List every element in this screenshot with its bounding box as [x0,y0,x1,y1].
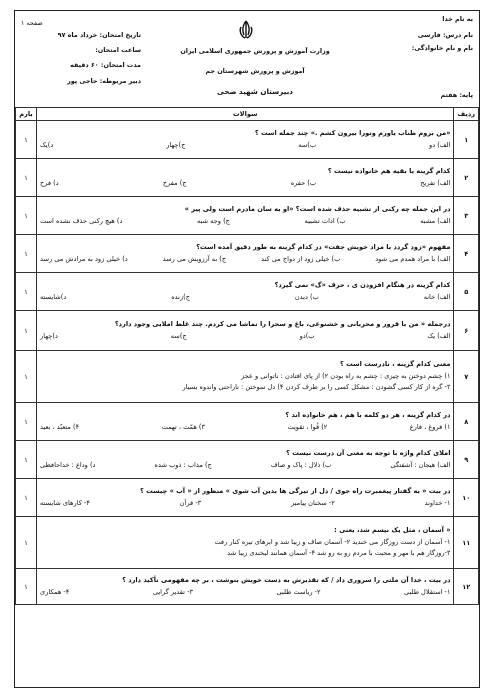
answer-options [40,460,450,472]
answer-options [40,216,450,228]
question-cell [37,441,454,479]
answer-option[interactable]: ۳- قرآن [179,498,202,507]
question-score: ۱ [16,273,37,311]
question-score: ۱ [16,159,37,197]
answer-option[interactable]: ۳) همّت ، تهمت [161,422,206,431]
answer-option[interactable]: الف) هیجان : آشفتگی [390,460,451,469]
question-number: ۵ [454,273,479,311]
question-score: ۱ [16,441,37,479]
questions-table [15,107,479,605]
table-row [16,197,479,235]
answer-option[interactable]: ج)سه [170,331,187,340]
grade-line: پایه: هفتم [440,91,473,99]
question-cell [37,351,454,403]
answer-option[interactable]: د) وداع : خداحافظی [40,460,96,469]
table-row [16,311,479,351]
question-number: ۴ [454,235,479,273]
answer-option[interactable]: الف) مشبه [420,216,451,225]
answer-option[interactable]: ج)زنده [171,292,190,301]
question-score: ۱ [16,569,37,605]
table-row [16,351,479,403]
question-cell [37,403,454,441]
table-header-row [16,108,479,121]
question-text: معنی کدام گزینه ، نادرست است ؟ [340,360,451,369]
answer-option[interactable]: د) خیلی زود به مرادش می رسد [40,254,128,263]
answer-option[interactable]: ج)چهار [166,140,186,149]
question-text: در بیت « به گفتار پیغمبرت راه جوی / دل از تیرگی ها بدین آب شوی » منظور از « آب » چیست ؟ [140,486,451,495]
col-score-header: بارم [16,108,37,121]
question-number: ۲ [454,159,479,197]
answer-option[interactable]: الف) تفریح [420,178,451,187]
question-text: کدام گزینه با بقیه هم خانواده نیست ؟ [327,166,451,175]
question-number: ۱ [454,121,479,159]
answer-options [40,498,450,510]
question-number: ۱۰ [454,479,479,517]
table-row [16,569,479,605]
question-cell [37,273,454,311]
question-cell [37,311,454,351]
answer-option[interactable]: د) فرح [40,178,59,187]
answer-option[interactable]: ب) حفره [290,178,317,187]
answer-option[interactable]: ۴- کارهای شایسته [40,498,90,507]
page-label: صفحه ۱ [21,19,43,27]
table-row [16,479,479,517]
question-score: ۱ [16,517,37,569]
answer-option[interactable]: ۲) قُوا ، تقویت [287,422,328,431]
question-text: در بیت ، خدا آن ملتی را سروری داد / که تقدیرش به دست خویش بنوشت ، بر چه مفهومی تأکید دارد ؟ [122,575,451,584]
answer-option[interactable]: ج) مذاب : ذوب شده [154,460,212,469]
ministry-line: وزارت آموزش و پرورش جمهوری اسلامی ایران [180,47,330,55]
answer-options [40,178,450,190]
exam-duration: مدت امتحان: ۶۰ دقیقه [70,61,141,69]
answer-option[interactable]: ۱) فروغ ، فارغ [409,422,451,431]
answer-option[interactable]: الف) یک [427,331,451,340]
questions-body [16,121,479,605]
question-score: ۱ [16,197,37,235]
answer-option[interactable]: ب) ذلال : پاک و صاف [270,460,332,469]
answer-option[interactable]: ۱- خداوند [424,498,451,507]
district-line: آموزش و پرورش شهرستان جم [205,67,305,75]
answer-option[interactable]: ۴- همکاری [40,587,70,596]
answer-options [40,292,450,304]
question-score: ۱ [16,235,37,273]
exam-frame [14,10,480,688]
answer-option[interactable]: د)شایسته [40,292,67,301]
question-score: ۱ [16,311,37,351]
question-score: ۱ [16,121,37,159]
question-text: املای کدام واژه با توجه به معنی آن درست نیست ؟ [286,448,451,457]
question-text: در این جمله چه رکنی از تشبیه حذف شده است؟ «او به سان مادرم است ولی پیر » [184,204,451,213]
question-cell [37,479,454,517]
table-row [16,441,479,479]
question-number: ۱۲ [454,569,479,605]
question-cell [37,569,454,605]
question-number: ۸ [454,403,479,441]
question-text: در کدام گزینه ، هر دو کلمه با هم ، هم خانواده اند ؟ [285,410,451,419]
iran-emblem-icon [235,19,257,41]
answer-option[interactable]: ب)سه [298,140,317,149]
answer-option[interactable]: ج) مفرح [162,178,187,187]
answer-option[interactable]: ۲- ریاست طلبی [276,587,321,596]
question-text: درجمله « من با قرور و محربانی و خشنوعی، باغ و سحرا را تماشا می کردم. چند غلط املایی وجود دارد؟ [114,319,451,328]
exam-date: تاریخ امتحان: خرداد ماه ۹۷ [57,31,141,39]
answer-option[interactable]: ب)دو [299,331,315,340]
answer-option[interactable]: ۴) متعبّد ، بعید [40,422,80,431]
question-score: ۱ [16,351,37,403]
answer-options [40,422,450,434]
answer-options [40,331,450,343]
exam-header [15,11,479,107]
answer-option[interactable]: ج) وجه شبه [197,216,230,225]
table-row [16,121,479,159]
answer-option[interactable]: الف) خانه [423,292,451,301]
answer-option[interactable]: الف) دو [429,140,451,149]
question-text: مفهوم «زود گردد با مراد خویش جفت» در کدام گزینه به طور دقیق آمده است؟ [196,242,451,251]
answer-options [40,587,450,599]
answer-options [40,254,450,266]
question-score: ۱ [16,403,37,441]
question-text: «من بروم طناب یاورم وتورا بیرون کشم .» چند جمله است ؟ [254,128,451,137]
teacher-name: دبیر مربوطه: حاجی پور [67,77,141,85]
question-cell [37,235,454,273]
answer-option[interactable]: ۲- سخنان پیامبر [291,498,335,507]
answer-option[interactable]: ب) دیدن [294,292,319,301]
question-text: کدام گزینه در هنگام افزودن ی ، حرف «گ» نمی گیرد؟ [274,280,451,289]
question-text: ۳- گره از کار کسی گشودن : مشکل کسی را بر طرف کردن ۴) دل سوختن : ناراحتی واندوه بسیار [182,383,451,392]
answer-option[interactable]: الف) با مراد همدم می شود [375,254,451,263]
question-number: ۱۱ [454,517,479,569]
question-number: ۷ [454,351,479,403]
answer-option[interactable]: ج) به آرزویش می رسد [162,254,227,263]
col-row-header: ردیف [454,108,479,121]
answer-option[interactable]: ۳- تقدیر گرایی [152,587,193,596]
answer-options [40,140,450,152]
question-text: ۱) چشم دوختن به چیزی : چشم به راه بودن ۲) از پای افتادن : ناتوانی و عجز [241,371,451,380]
answer-option[interactable]: د)یک [40,140,54,149]
table-row [16,273,479,311]
answer-option[interactable]: ب) ادات تشبیه [304,216,346,225]
question-score: ۱ [16,479,37,517]
col-questions-header: سوالات [37,108,454,121]
table-row [16,517,479,569]
question-number: ۶ [454,311,479,351]
question-number: ۹ [454,441,479,479]
question-cell [37,517,454,569]
question-cell [37,159,454,197]
answer-option[interactable]: د)چهار [40,331,58,340]
question-text: ۳-روزگار هم با مهر و محبت با مردم رو به رو شد ۴- آسمان همانند لبخندی زیبا شد [227,549,451,558]
subject-line: نام درس: فارسی [417,31,473,39]
basmala: به نام خدا [442,15,473,23]
answer-option[interactable]: ۱- استقلال طلبی [404,587,451,596]
question-cell [37,121,454,159]
table-row [16,235,479,273]
question-text: « آسمان ، مثل یک نیسم شد، یعنی : [334,526,451,535]
exam-time: ساعت امتحان: [95,46,141,54]
table-row [16,159,479,197]
answer-option[interactable]: د) هیچ رکنی حذف نشده است [40,216,123,225]
answer-option[interactable]: ب) خیلی زود از دواج می کند [261,254,341,263]
question-text: ۱- آسمان از دست روزگار می خندید ۲- آسمان صاف و زیبا شد و ابرهای تیره کنار رفت [214,537,451,546]
question-cell [37,197,454,235]
student-name-line: نام و نام خانوادگی: [411,44,473,52]
question-number: ۳ [454,197,479,235]
table-row [16,403,479,441]
school-name: دبیرستان شهید ضحی [217,87,293,96]
